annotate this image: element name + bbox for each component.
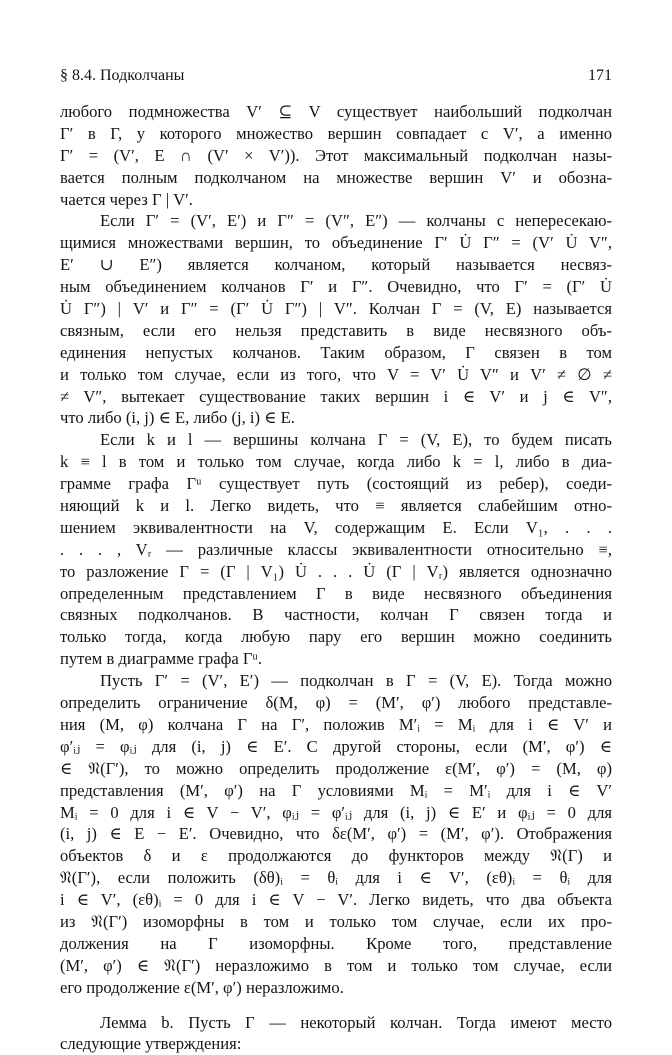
- page-number: 171: [588, 67, 612, 84]
- text-line: Пусть Г′ = (V′, E′) — подколчан в Г = (V, E). Тогда можно: [100, 671, 612, 691]
- text-line: единения непустых колчанов. Таким образом, Г связен в том: [60, 342, 612, 362]
- text-line: представления (M′, φ′) на Г условиями Mᵢ = M′ᵢ для i ∈ V′: [60, 780, 612, 800]
- text-line: определить ограничение δ(M, φ) = (M′, φ′) любого представле-: [60, 693, 612, 713]
- section-title: § 8.4. Подколчаны: [60, 67, 185, 84]
- body-text: [60, 101, 612, 1055]
- text-line: что либо (i, j) ∈ E, либо (j, i) ∈ E.: [60, 408, 295, 428]
- text-line: шением эквивалентности на V, содержащим E. Если V₁, . . .: [60, 517, 612, 537]
- text-line: любого подмножества V′ ⊆ V существует наибольший подколчан: [60, 102, 612, 121]
- text-line: определенным представлением Г в виде несвязного объединения: [60, 583, 612, 603]
- text-line: связных подколчанов. В частности, колчан Г связен тогда и: [60, 605, 612, 625]
- text-line: должения на Г изоморфны. Кроме того, представление: [60, 933, 612, 953]
- text-line: то разложение Г = (Г | V₁) U̇ . . . U̇ (Г | Vᵣ) является однозначно: [60, 561, 612, 581]
- text-line: φ′ᵢⱼ = φᵢⱼ для (i, j) ∈ E′. С другой стороны, если (M′, φ′) ∈: [60, 736, 612, 756]
- text-line: 𝔑(Г′), если положить (δθ)ᵢ = θᵢ для i ∈ V′, (εθ)ᵢ = θᵢ для: [60, 868, 612, 888]
- text-line: Г′ = (V′, E ∩ (V′ × V′)). Этот максимальный подколчан назы-: [60, 145, 612, 165]
- text-line: Если Г′ = (V′, E′) и Г″ = (V″, E″) — колчаны с непересекаю-: [100, 211, 612, 231]
- text-line: Если k и l — вершины колчана Г = (V, E), то будем писать: [100, 430, 612, 450]
- text-line: и только том случае, если из того, что V = V′ U̇ V″ и V′ ≠ ∅ ≠: [60, 364, 612, 384]
- text-line: E′ ∪ E″) является колчаном, который называется несвяз-: [60, 255, 612, 275]
- text-line: ным объединением колчанов Г′ и Г″. Очевидно, что Г′ = (Г′ U̇: [60, 277, 612, 297]
- text-line: Mᵢ = 0 для i ∈ V − V′, φᵢⱼ = φ′ᵢⱼ для (i, j) ∈ E′ и φᵢⱼ = 0 для: [60, 802, 612, 822]
- text-line: . . . , Vᵣ — различные классы эквивалентности относительно ≡,: [60, 539, 612, 559]
- text-line: объектов δ и ε продолжаются до функторов между 𝔑(Г) и: [60, 846, 612, 866]
- text-line: щимися множествами вершин, то объединение Г′ U̇ Г″ = (V′ U̇ V″,: [60, 233, 612, 253]
- text-line: ≠ V″, вытекает существование таких вершин i ∈ V′ и j ∈ V″,: [60, 386, 612, 406]
- text-line: ния (M, φ) колчана Г на Г′, положив M′ᵢ = Mᵢ для i ∈ V′ и: [60, 714, 612, 734]
- text-line: U̇ Г″) | V′ и Г″ = (Г′ U̇ Г″) | V″. Колчан Г = (V, E) называется: [60, 299, 612, 319]
- text-line: ∈ 𝔑(Г′), то можно определить продолжение ε(M′, φ′) = (M, φ): [60, 758, 612, 778]
- text-line: i ∈ V′, (εθ)ᵢ = 0 для i ∈ V − V′. Легко видеть, что два объекта: [60, 890, 612, 910]
- lemma-heading: Лемма b. Пусть Г — некоторый колчан. Тогда имеют место: [100, 1012, 612, 1032]
- text-line: чается через Г | V′.: [60, 189, 193, 209]
- text-line: следующие утверждения:: [60, 1034, 242, 1054]
- text-line: (M′, φ′) ∈ 𝔑(Г′) неразложимо в том и только том случае, если: [60, 955, 612, 975]
- text-line: (i, j) ∈ E − E′. Очевидно, что δε(M′, φ′) = (M′, φ′). Отображения: [60, 824, 612, 844]
- text-line: вается полным подколчаном на множестве вершин V′ и обозна-: [60, 167, 612, 187]
- text-line: его продолжение ε(M′, φ′) неразложимо.: [60, 977, 344, 997]
- text-line: из 𝔑(Г′) изоморфны в том и только том случае, если их про-: [60, 911, 612, 931]
- text-line: Г′ в Г, у которого множество вершин совпадает с V′, а именно: [60, 123, 612, 143]
- text-line: путем в диаграмме графа Гᵘ.: [60, 649, 263, 669]
- text-line: грамме графа Гᵘ существует путь (состоящий из ребер), соеди-: [60, 474, 612, 494]
- text-line: связным, если его нельзя представить в виде несвязного объ-: [60, 320, 612, 340]
- text-line: k ≡ l в том и только том случае, когда либо k = l, либо в диа-: [60, 452, 612, 472]
- text-line: няющий k и l. Легко видеть, что ≡ является слабейшим отно-: [60, 496, 612, 516]
- text-line: только тогда, когда любую пару его вершин можно соединить: [60, 627, 612, 647]
